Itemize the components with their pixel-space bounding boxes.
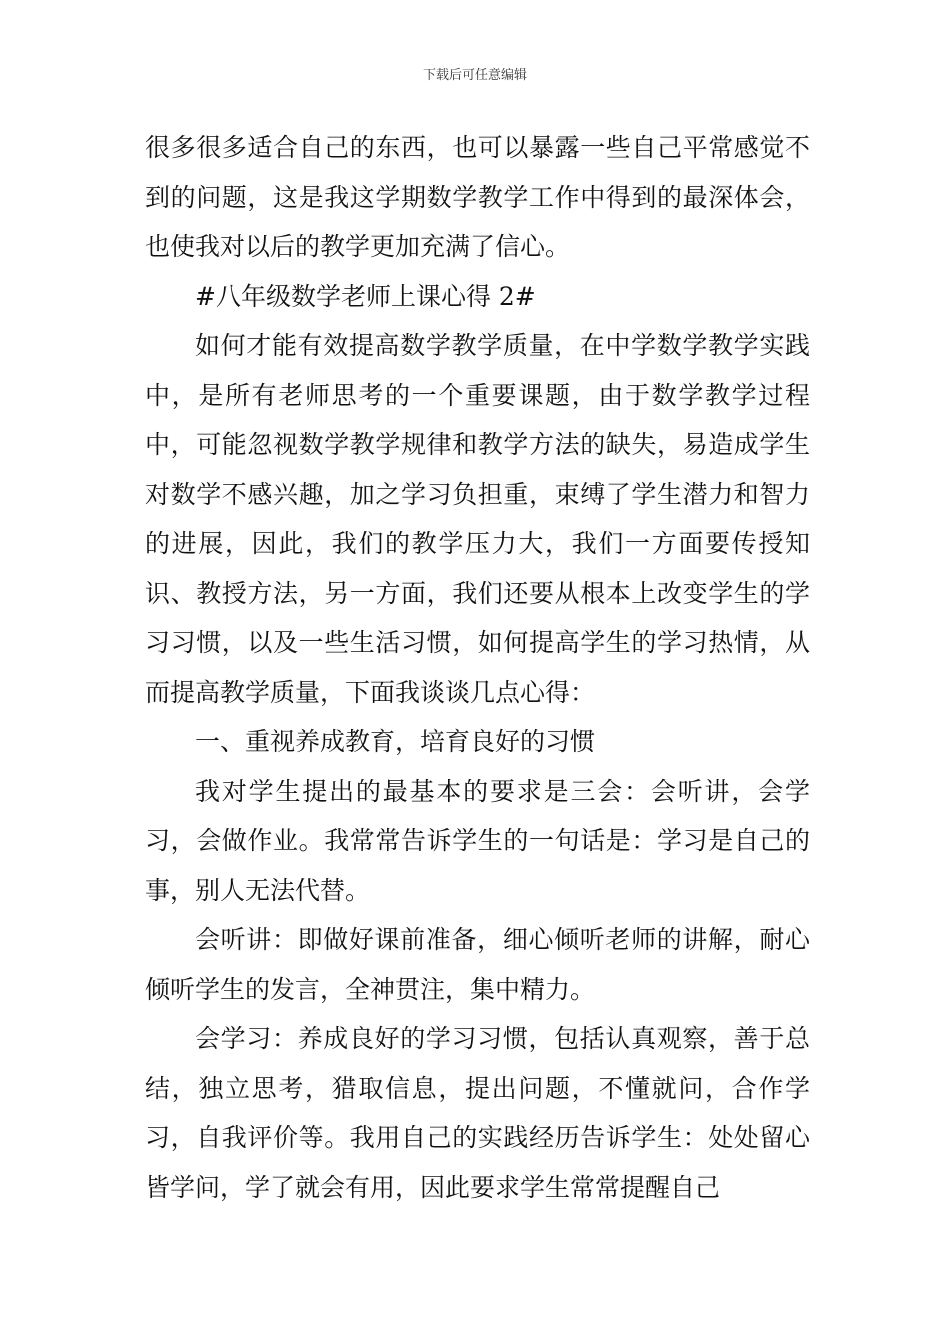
subheading-habits: 一、重视养成教育，培育良好的习惯 — [195, 727, 596, 756]
section-heading: #八年级数学老师上课心得 2# — [195, 281, 536, 311]
document-body — [145, 123, 810, 1212]
paragraph-listening: 会听讲：即做好课前准备，细心倾听老师的讲解，耐心倾听学生的发言，全神贯注，集中精力。 — [145, 925, 810, 1004]
paragraph-continuation: 很多很多适合自己的东西，也可以暴露一些自己平常感觉不到的问题，这是我这学期数学教学工作中得到的最深体会，也使我对以后的教学更加充满了信心。 — [145, 133, 810, 261]
paragraph-intro: 如何才能有效提高数学教学质量，在中学数学教学实践中，是所有老师思考的一个重要课题，由于数学教学过程中，可能忽视数学教学规律和教学方法的缺失，易造成学生对数学不感兴趣，加之学习负担重，束缚了学生潜力和智力的进展，因此，我们的教学压力大，我们一方面要传授知识、教授方法，另一方面，我们还要从根本上改变学生的学习习惯，以及一些生活习惯，如何提高学生的学习热情，从而提高教学质量，下面我谈谈几点心得： — [145, 331, 810, 707]
page-header-note: 下载后可任意编辑 — [422, 68, 527, 83]
paragraph-learning: 会学习：养成良好的学习习惯，包括认真观察，善于总结，独立思考，猎取信息，提出问题，不懂就问，合作学习，自我评价等。我用自己的实践经历告诉学生：处处留心皆学问，学了就会有用，因此要求学生常常提醒自己 — [145, 1024, 810, 1202]
paragraph-requirements: 我对学生提出的最基本的要求是三会：会听讲，会学习，会做作业。我常常告诉学生的一句话是：学习是自己的事，别人无法代替。 — [145, 776, 810, 905]
